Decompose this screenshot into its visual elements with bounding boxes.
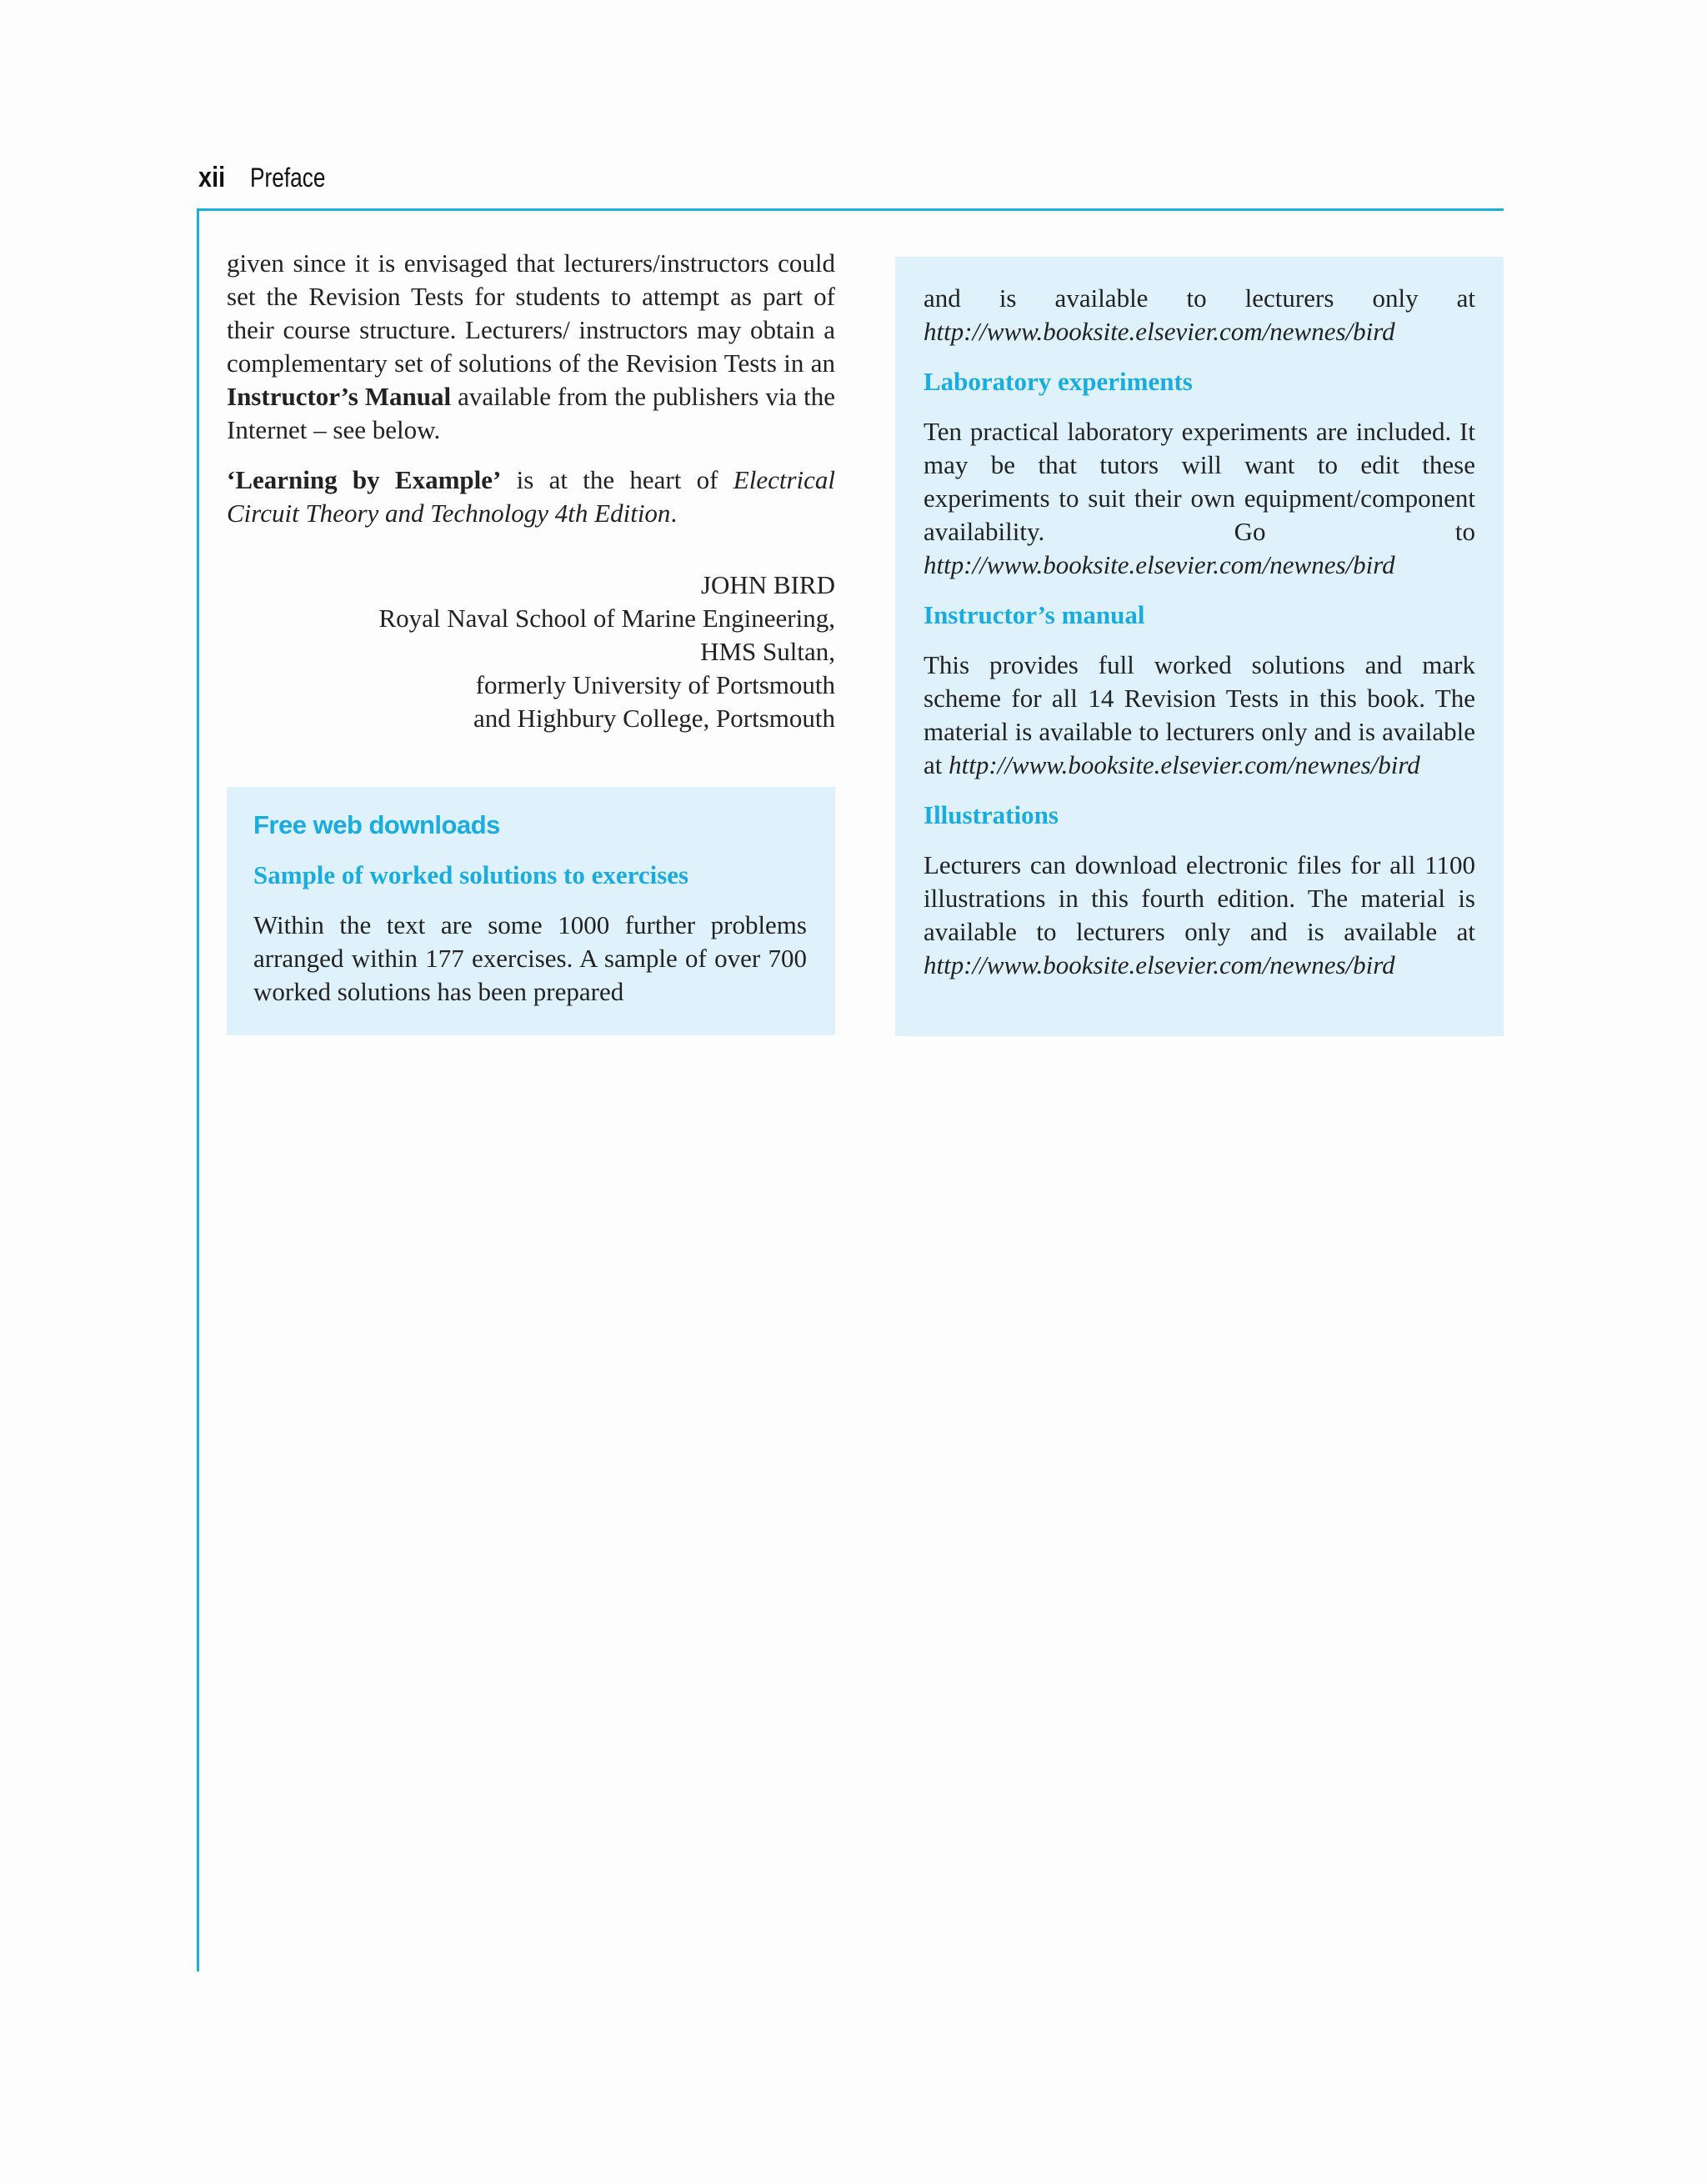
affiliation-line: and Highbury College, Portsmouth	[473, 704, 835, 733]
header-rule	[197, 208, 1504, 211]
left-column	[227, 247, 835, 735]
book-title: Electrical Circuit Theory and Technology 4th Edition	[227, 465, 835, 528]
learning-by-example-bold: ‘Learning by Example’	[227, 465, 502, 494]
margin-rule	[197, 208, 199, 1971]
laboratory-heading: Laboratory experiments	[924, 367, 1193, 396]
worked-solutions-heading: Sample of worked solutions to exercises	[253, 860, 689, 889]
paragraph-revision-tests: given since it is envisaged that lecturers/instructors could set the Revision Tests for students to attempt as part of their course structure. Lecturers/ instructors may obtain a complementary set of solutions of the Revision Tests in an Instructor’s Manual available from the publishers via the Internet – see below.	[227, 248, 836, 444]
free-downloads-title: Free web downloads	[253, 810, 500, 839]
instructors-manual-heading: Instructor’s manual	[924, 600, 1145, 629]
paragraph-learning-by-example: ‘Learning by Example’ is at the heart of Electrical Circuit Theory and Technology 4th Edition.	[227, 465, 835, 528]
booksite-link[interactable]: http://www.booksite.elsevier.com/newnes/bird	[924, 317, 1395, 346]
author-signature	[227, 569, 835, 735]
illustrations-text: Lecturers can download electronic files for all 1100 illustrations in this fourth edition. The material is available to lecturers only and is available at http://www.booksite.elsevier.com/newnes/bird	[924, 850, 1475, 979]
instructors-manual-text: This provides full worked solutions and mark scheme for all 14 Revision Tests in this book. The material is available to lecturers only and is available at http://www.booksite.elsevier.com/newnes/bird	[924, 650, 1475, 779]
booksite-link[interactable]: http://www.booksite.elsevier.com/newnes/bird	[924, 550, 1395, 579]
worked-solutions-text: Within the text are some 1000 further problems arranged within 177 exercises. A sample of over 700 worked solutions has been prepared	[253, 910, 807, 1006]
laboratory-text: Ten practical laboratory experiments are included. It may be that tutors will want to edit these experiments to suit their own equipment/component availability. Go to http://www.booksite.elsevier.com/newnes/bird	[924, 417, 1475, 579]
affiliation-line: HMS Sultan,	[700, 637, 835, 666]
running-head	[198, 162, 342, 200]
illustrations-heading: Illustrations	[924, 800, 1059, 829]
downloads-continued-box	[895, 257, 1504, 1036]
continued-text: and is available to lecturers only at http://www.booksite.elsevier.com/newnes/bird	[924, 283, 1475, 346]
instructors-manual-bold: Instructor’s Manual	[227, 382, 452, 411]
free-downloads-box	[227, 787, 835, 1035]
affiliation-line: formerly University of Portsmouth	[475, 670, 835, 699]
booksite-link[interactable]: http://www.booksite.elsevier.com/newnes/bird	[949, 750, 1420, 779]
page-number: xii	[198, 162, 226, 193]
author-name: JOHN BIRD	[700, 570, 835, 599]
affiliation-line: Royal Naval School of Marine Engineering,	[378, 604, 835, 633]
booksite-link[interactable]: http://www.booksite.elsevier.com/newnes/bird	[924, 950, 1395, 979]
section-title: Preface	[249, 163, 326, 193]
